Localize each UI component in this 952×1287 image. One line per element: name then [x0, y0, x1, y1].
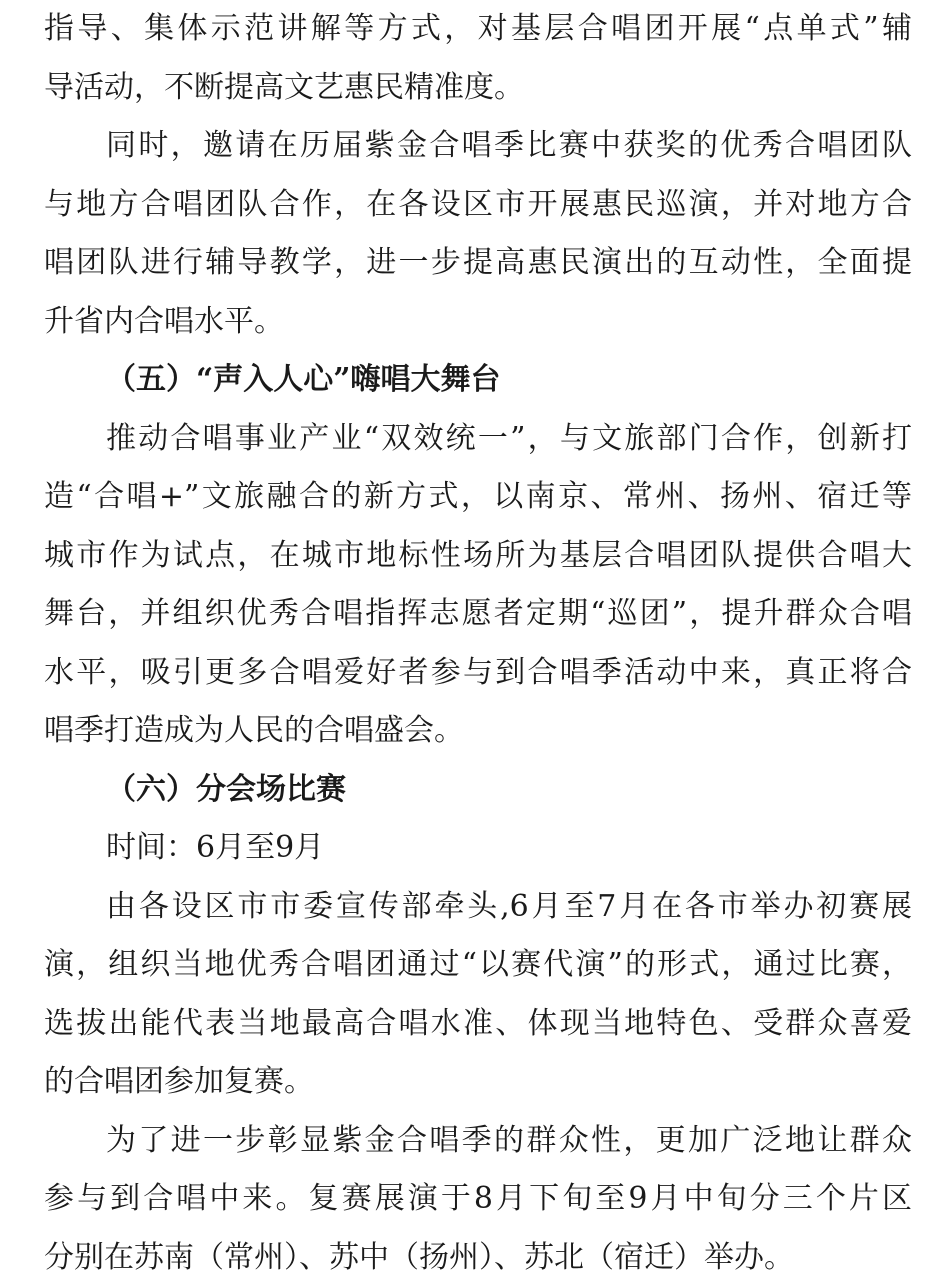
paragraph-3-line-5: 水平，吸引更多合唱爱好者参与到合唱季活动中来，真正将合: [44, 644, 912, 703]
paragraph-6-line-1: 为了进一步彰显紫金合唱季的群众性，更加广泛地让群众: [44, 1112, 912, 1171]
paragraph-5-line-2: 演，组织当地优秀合唱团通过“以赛代演”的形式，通过比赛，: [44, 936, 912, 995]
section-heading-6: （六）分会场比赛: [44, 761, 912, 820]
paragraph-6-line-2: 参与到合唱中来。复赛展演于8月下旬至9月中旬分三个片区: [44, 1170, 912, 1229]
paragraph-2-line-1: 同时，邀请在历届紫金合唱季比赛中获奖的优秀合唱团队: [44, 117, 912, 176]
paragraph-6-line-3: 分别在苏南（常州）、苏中（扬州）、苏北（宿迁）举办。: [44, 1229, 912, 1287]
paragraph-3-line-3: 城市作为试点，在城市地标性场所为基层合唱团队提供合唱大: [44, 527, 912, 586]
paragraph-5-line-1: 由各设区市市委宣传部牵头,6月至7月在各市举办初赛展: [44, 878, 912, 937]
document-body: [44, 0, 912, 1287]
paragraph-2-line-4: 升省内合唱水平。: [44, 293, 912, 352]
paragraph-3-line-6: 唱季打造成为人民的合唱盛会。: [44, 702, 912, 761]
time-line: 时间：6月至9月: [44, 819, 912, 878]
paragraph-2-line-2: 与地方合唱团队合作，在各设区市开展惠民巡演，并对地方合: [44, 176, 912, 235]
paragraph-5-line-3: 选拔出能代表当地最高合唱水准、体现当地特色、受群众喜爱: [44, 995, 912, 1054]
paragraph-1-line-1: 指导、集体示范讲解等方式，对基层合唱团开展“点单式”辅: [44, 0, 912, 59]
paragraph-1-line-2: 导活动，不断提高文艺惠民精准度。: [44, 59, 912, 118]
paragraph-3-line-4: 舞台，并组织优秀合唱指挥志愿者定期“巡团”，提升群众合唱: [44, 585, 912, 644]
paragraph-3-line-2: 造“合唱+”文旅融合的新方式，以南京、常州、扬州、宿迁等: [44, 468, 912, 527]
paragraph-5-line-4: 的合唱团参加复赛。: [44, 1053, 912, 1112]
paragraph-2-line-3: 唱团队进行辅导教学，进一步提高惠民演出的互动性，全面提: [44, 234, 912, 293]
paragraph-3-line-1: 推动合唱事业产业“双效统一”，与文旅部门合作，创新打: [44, 410, 912, 469]
section-heading-5: （五）“声入人心”嗨唱大舞台: [44, 351, 912, 410]
